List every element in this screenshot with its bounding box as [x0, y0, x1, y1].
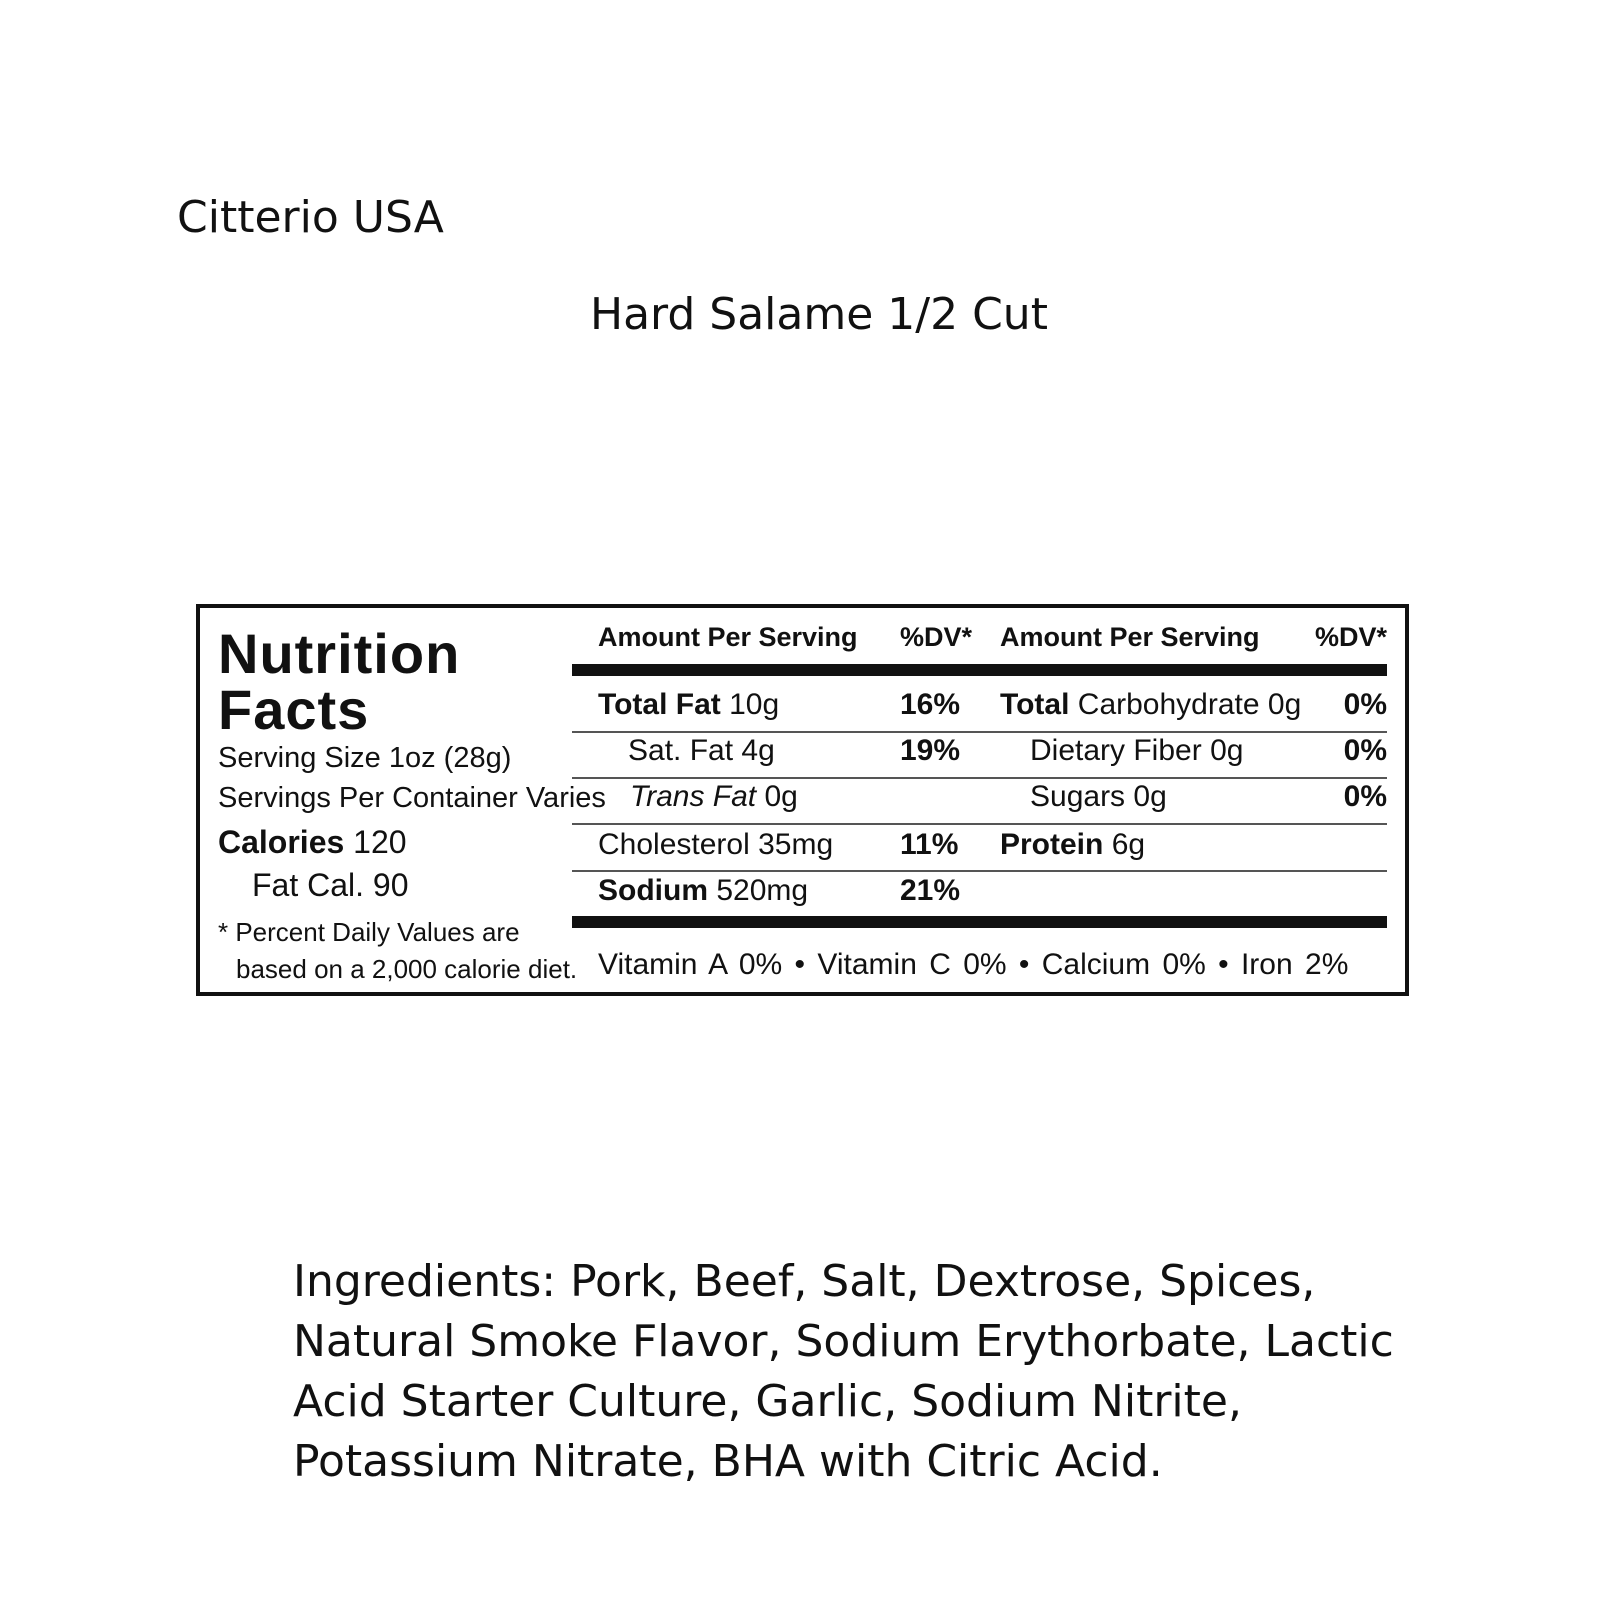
protein: Protein 6g: [1000, 828, 1146, 861]
header-dv-right: %DV*: [1314, 622, 1387, 652]
sodium-dv: 21%: [900, 874, 961, 907]
sodium: Sodium 520mg: [598, 874, 809, 907]
saturated-fat: Sat. Fat 4g: [628, 734, 775, 767]
thick-rule-bottom: [572, 916, 1387, 928]
brand-name: Citterio USA: [177, 192, 444, 243]
row-divider: [572, 870, 1387, 872]
nutrition-title-line2: Facts: [218, 678, 370, 741]
nutrition-summary: [218, 622, 606, 988]
nutrition-title-line1: Nutrition: [218, 622, 461, 685]
sugars-dv: 0%: [1343, 780, 1387, 813]
cholesterol-dv: 11%: [900, 828, 959, 861]
nutrition-facts-label: [196, 604, 1409, 996]
total-fat-dv: 16%: [900, 688, 961, 721]
cholesterol: Cholesterol 35mg: [598, 828, 834, 861]
servings-per-container: Servings Per Container Varies: [218, 782, 606, 814]
footnote-line1: * Percent Daily Values are: [218, 917, 520, 947]
row-divider: [572, 731, 1387, 733]
footnote-line2: based on a 2,000 calorie diet.: [236, 954, 578, 984]
calories-label: Calories: [218, 824, 345, 860]
dietary-fiber-dv: 0%: [1343, 734, 1387, 767]
thick-rule-top: [572, 664, 1387, 676]
sugars: Sugars 0g: [1030, 780, 1167, 813]
calories-value: 120: [353, 824, 407, 860]
total-carbohydrate-dv: 0%: [1343, 688, 1387, 721]
total-carbohydrate: Total Carbohydrate 0g: [1000, 688, 1302, 721]
saturated-fat-dv: 19%: [900, 734, 961, 767]
vitamins-minerals: Vitamin A 0% • Vitamin C 0% • Calcium 0% • Iron 2%: [598, 948, 1349, 981]
row-divider: [572, 823, 1387, 825]
calories: [218, 820, 558, 864]
header-amount-right: Amount Per Serving: [1000, 622, 1260, 652]
product-name: Hard Salame 1/2 Cut: [590, 289, 1048, 340]
dietary-fiber: Dietary Fiber 0g: [1030, 734, 1244, 767]
trans-fat: Trans Fat 0g: [630, 780, 798, 813]
fat-calories: Fat Cal. 90: [252, 867, 409, 903]
header-dv-left: %DV*: [900, 622, 973, 652]
serving-size: Serving Size 1oz (28g): [218, 742, 512, 774]
footnote: [218, 914, 578, 988]
row-divider: [572, 777, 1387, 779]
ingredients-text: Ingredients: Pork, Beef, Salt, Dextrose, Spices, Natural Smoke Flavor, Sodium Erythorbate, Lactic Acid Starter Culture, Garlic, Sodium Nitrite, Potassium Nitrate, BHA with Citric Acid.: [293, 1256, 1394, 1487]
total-fat: Total Fat 10g: [598, 688, 780, 721]
header-amount-left: Amount Per Serving: [598, 622, 858, 652]
